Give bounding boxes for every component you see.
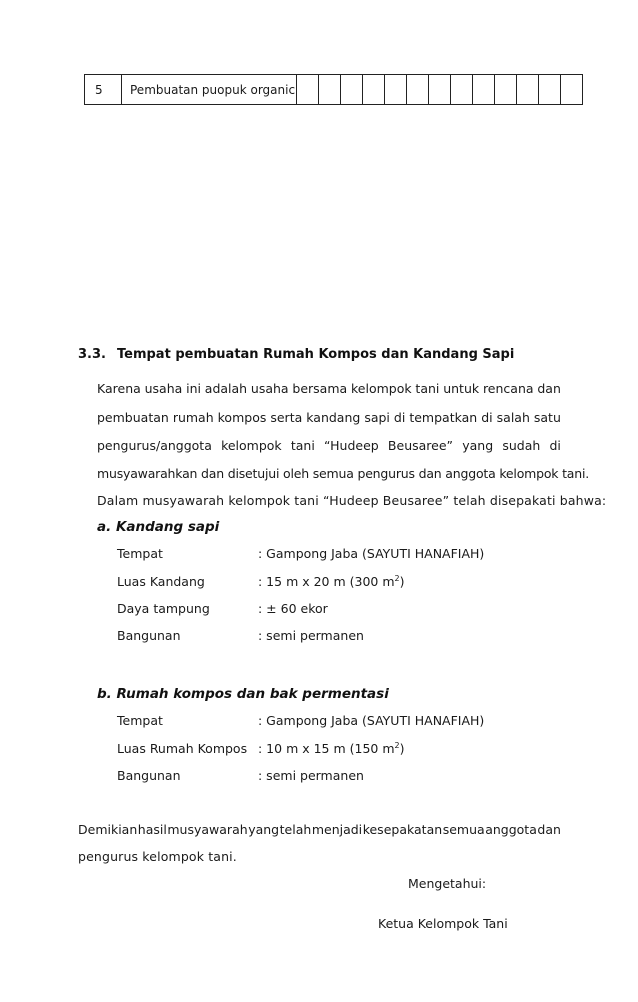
closing-line-1: [78, 822, 561, 837]
word: kandang: [306, 410, 361, 425]
paragraph-line-2: [97, 410, 561, 425]
subheading-kompos: b. Rumah kompos dan bak permentasi: [97, 686, 389, 702]
word: bersama: [292, 381, 348, 396]
row-activity: Pembuatan puopuk organic: [122, 75, 297, 105]
word: dan: [537, 381, 561, 396]
word: adalah: [204, 381, 248, 396]
word: kelompok: [351, 381, 412, 396]
kandang-value-luas: : 15 m x 20 m (300 $m^2$): [258, 574, 405, 590]
kandang-label-bangunan: Bangunan: [117, 628, 181, 643]
word: di: [549, 438, 561, 453]
table-cell: [341, 75, 363, 105]
section-title: Tempat pembuatan Rumah Kompos dan Kandang Sapi: [117, 347, 515, 362]
word: di: [481, 410, 493, 425]
paragraph-line-4: musyawarahkan dan disetujui oleh semua pengurus dan anggota kelompok tani.: [97, 466, 590, 481]
table-cell: [407, 75, 429, 105]
table-cell: [517, 75, 539, 105]
word: rumah: [172, 410, 214, 425]
kandang-value-daya: : ± 60 ekor: [258, 601, 328, 616]
word: satu: [533, 410, 561, 425]
word: kesepakatan: [362, 822, 443, 837]
table-cell: [319, 75, 341, 105]
table-cell: [429, 75, 451, 105]
word: tani: [415, 381, 440, 396]
kompos-value-tempat: : Gampong Jaba (SAYUTI HANAFIAH): [258, 713, 485, 728]
word: sapi: [364, 410, 390, 425]
word: kompos: [217, 410, 267, 425]
table-cell: [297, 75, 319, 105]
word: telah: [279, 822, 312, 837]
kandang-value-tempat: : Gampong Jaba (SAYUTI HANAFIAH): [258, 546, 485, 561]
word: usaha: [250, 381, 289, 396]
word: “Hudeep: [324, 438, 379, 453]
schedule-table: [84, 74, 583, 105]
table-cell: [363, 75, 385, 105]
paragraph-line-5: Dalam musyawarah kelompok tani “Hudeep Beusaree” telah disepakati bahwa:: [97, 493, 607, 508]
table-row: [85, 75, 583, 105]
word: ini: [186, 381, 201, 396]
word: musyawarah: [167, 822, 248, 837]
word: serta: [270, 410, 303, 425]
word: Demikian: [78, 822, 138, 837]
word: rencana: [482, 381, 534, 396]
paragraph-line-1: [97, 381, 561, 396]
word: anggota: [485, 822, 537, 837]
kandang-label-daya: Daya tampung: [117, 601, 210, 616]
word: yang: [248, 822, 280, 837]
section-number: 3.3.: [78, 347, 106, 362]
paragraph-line-3: [97, 438, 561, 453]
subheading-kandang: a. Kandang sapi: [97, 519, 220, 535]
signatory-role: Ketua Kelompok Tani: [378, 916, 508, 931]
word: dan: [537, 822, 561, 837]
table-cell: [495, 75, 517, 105]
table-cell: [539, 75, 561, 105]
closing-line-2: pengurus kelompok tani.: [78, 849, 237, 864]
word: Karena: [97, 381, 141, 396]
word: sudah: [502, 438, 541, 453]
word: untuk: [443, 381, 480, 396]
word: pengurus/anggota: [97, 438, 212, 453]
word: menjadi: [311, 822, 363, 837]
word: tani: [290, 438, 315, 453]
word: tempatkan: [409, 410, 478, 425]
acknowledged-label: Mengetahui:: [408, 876, 487, 891]
word: usaha: [144, 381, 183, 396]
word: Beusaree”: [387, 438, 454, 453]
word: yang: [462, 438, 494, 453]
kompos-value-bangunan: : semi permanen: [258, 768, 364, 783]
word: salah: [496, 410, 530, 425]
table-cell: [451, 75, 473, 105]
kandang-value-bangunan: : semi permanen: [258, 628, 364, 643]
kompos-label-bangunan: Bangunan: [117, 768, 181, 783]
kandang-label-tempat: Tempat: [117, 546, 163, 561]
row-number: 5: [85, 75, 122, 105]
table-cell: [473, 75, 495, 105]
kompos-value-luas: : 10 m x 15 m (150 $m^2$): [258, 741, 405, 757]
word: pembuatan: [97, 410, 169, 425]
word: kelompok: [221, 438, 282, 453]
kandang-label-luas: Luas Kandang: [117, 574, 205, 589]
table-cell: [561, 75, 583, 105]
word: di: [393, 410, 406, 425]
kompos-label-luas: Luas Rumah Kompos: [117, 741, 248, 756]
word: semua: [442, 822, 485, 837]
kompos-label-tempat: Tempat: [117, 713, 163, 728]
word: hasil: [137, 822, 167, 837]
table-cell: [385, 75, 407, 105]
